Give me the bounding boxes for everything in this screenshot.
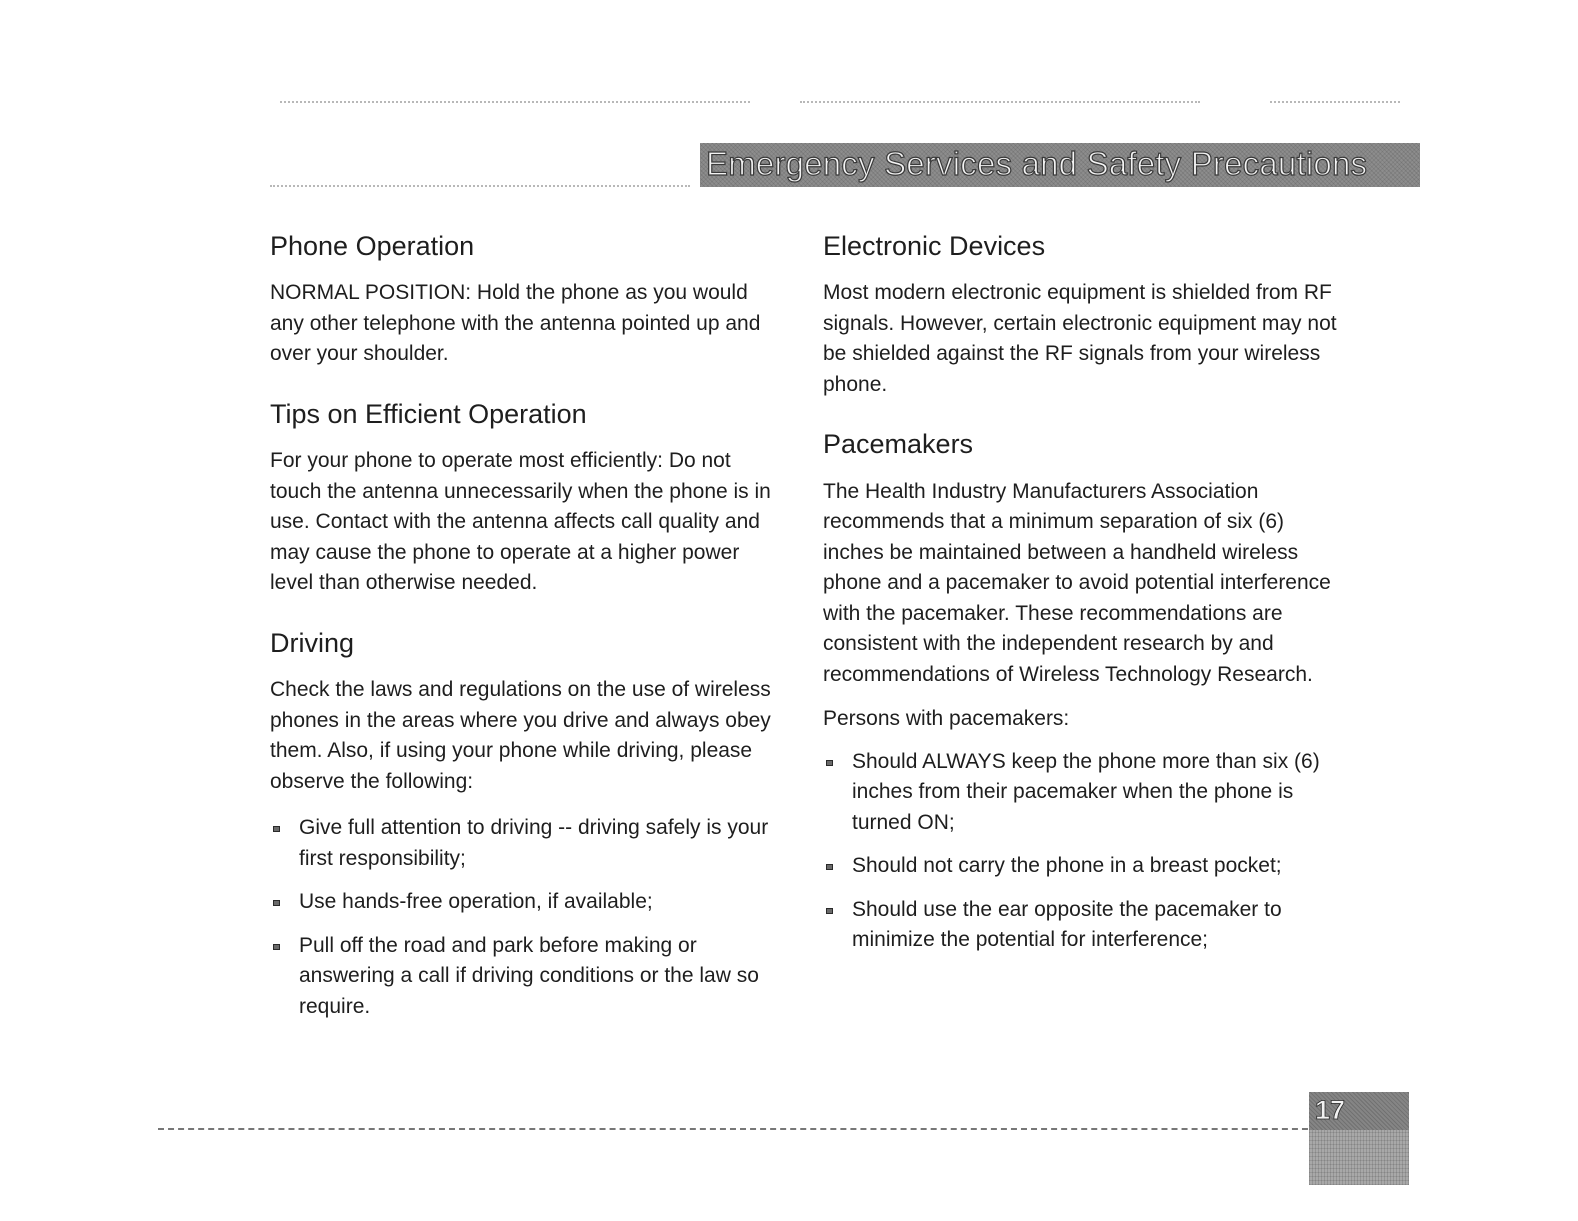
section-heading-efficient-operation: Tips on Efficient Operation [270, 398, 587, 429]
scan-artifact-line [270, 185, 690, 187]
right-column [823, 228, 1343, 969]
list-item [270, 813, 780, 874]
driving-bullet-list [270, 813, 780, 1022]
section-heading-driving: Driving [270, 627, 355, 658]
bullet-text: Should ALWAYS keep the phone more than six (6) inches from their pacemaker when the phone is turned ON; [852, 749, 1320, 834]
square-bullet-icon [826, 760, 833, 766]
bullet-text: Give full attention to driving -- driving safely is your first responsibility; [299, 816, 769, 870]
square-bullet-icon [273, 944, 280, 950]
chapter-header-banner [700, 143, 1420, 187]
section-heading-electronic-devices: Electronic Devices [823, 231, 1046, 261]
phone-operation-text: NORMAL POSITION: Hold the phone as you would any other telephone with the antenna pointed up and over your shoulder. [270, 281, 761, 366]
scan-artifact-line [280, 101, 750, 103]
bullet-text: Pull off the road and park before making or answering a call if driving conditions or the law so require. [299, 933, 759, 1018]
electronic-devices-text: Most modern electronic equipment is shielded from RF signals. However, certain electronic equipment may not be shielded against the RF signals from your wireless phone. [823, 281, 1337, 396]
chapter-title: Emergency Services and Safety Precautions [706, 145, 1368, 182]
list-item [270, 887, 780, 918]
square-bullet-icon [273, 826, 280, 832]
section-heading-pacemakers: Pacemakers [823, 429, 974, 460]
square-bullet-icon [826, 908, 833, 914]
pacemaker-bullet-list [823, 747, 1343, 956]
list-item [823, 851, 1343, 882]
scan-artifact-line [800, 101, 1200, 103]
section-heading-phone-operation: Phone Operation [270, 231, 475, 261]
bullet-text: Use hands-free operation, if available; [299, 890, 653, 914]
pacemakers-text: The Health Industry Manufacturers Association recommends that a minimum separation of six (6) inches be maintained between a handheld wireless phone and a pacemaker to avoid potential interference with the pacemaker. These recommendations are consistent with the independent research by and recommendations of Wireless Technology Research. [823, 479, 1331, 686]
efficient-operation-text: For your phone to operate most efficiently: Do not touch the antenna unnecessarily when the phone is in use. Contact with the antenna affects call quality and may cause the phone to operate at a higher power level than otherwise needed. [270, 449, 771, 595]
driving-text: Check the laws and regulations on the use of wireless phones in the areas where you drive and always obey them. Also, if using your phone while driving, please observe the following: [270, 678, 771, 793]
page-number: 17 [1315, 1095, 1346, 1125]
bullet-text: Should not carry the phone in a breast pocket; [852, 854, 1282, 878]
pacemakers-persons-text: Persons with pacemakers: [823, 707, 1070, 731]
footer-dashed-rule [158, 1128, 1318, 1130]
list-item [823, 895, 1343, 956]
left-column [270, 228, 780, 1035]
page-number-tab [1309, 1092, 1409, 1185]
square-bullet-icon [273, 900, 280, 906]
bullet-text: Should use the ear opposite the pacemaker to minimize the potential for interference; [852, 897, 1282, 952]
list-item [270, 931, 780, 1023]
scan-artifact-line [1270, 101, 1400, 103]
square-bullet-icon [826, 864, 833, 870]
list-item [823, 747, 1343, 839]
